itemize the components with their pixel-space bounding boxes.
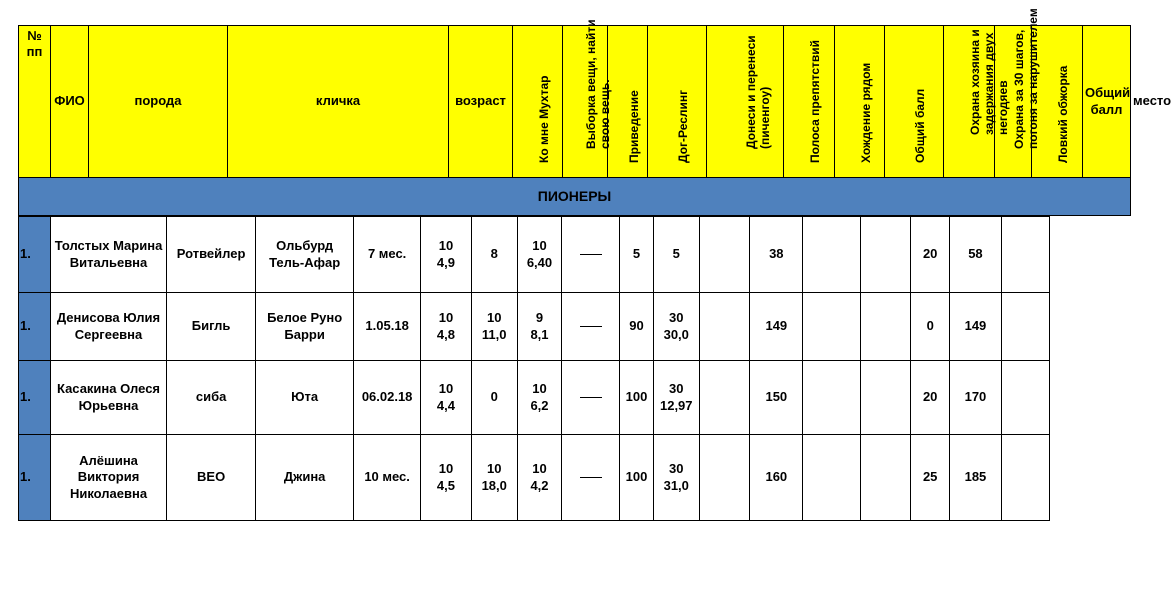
cell-fetch: 10 4,2 bbox=[517, 435, 561, 521]
cell-place bbox=[1001, 293, 1049, 361]
cell-num: 1. bbox=[19, 435, 51, 521]
table-row bbox=[19, 217, 1050, 293]
cell-total1: 150 bbox=[750, 361, 803, 435]
cell-place bbox=[1001, 435, 1049, 521]
header-num: № пп bbox=[19, 26, 51, 178]
cell-wrestling bbox=[562, 361, 620, 435]
cell-heel bbox=[699, 435, 749, 521]
header-guard: Охрана хозяина и задержания двух негодяев bbox=[944, 26, 995, 178]
cell-breed: сиба bbox=[166, 361, 256, 435]
cell-total2: 149 bbox=[950, 293, 1001, 361]
cell-place bbox=[1001, 361, 1049, 435]
cell-fetch: 9 8,1 bbox=[517, 293, 561, 361]
cell-come: 10 4,8 bbox=[421, 293, 471, 361]
cell-num: 1. bbox=[19, 293, 51, 361]
cell-num: 1. bbox=[19, 361, 51, 435]
header-guard30: Охрана за 30 шагов, погоня за нарушителем bbox=[995, 26, 1032, 178]
cell-fio: Денисова Юлия Сергеевна bbox=[51, 293, 167, 361]
results-table bbox=[18, 8, 1171, 216]
cell-total1: 160 bbox=[750, 435, 803, 521]
cell-agile: 25 bbox=[911, 435, 950, 521]
cell-guard bbox=[803, 361, 860, 435]
table-row bbox=[19, 361, 1050, 435]
cell-place bbox=[1001, 217, 1049, 293]
cell-come: 10 4,5 bbox=[421, 435, 471, 521]
cell-heel bbox=[699, 217, 749, 293]
table-row bbox=[19, 435, 1050, 521]
cell-fio: Толстых Марина Витальевна bbox=[51, 217, 167, 293]
header-fetch: Приведение bbox=[608, 26, 648, 178]
header-fio: ФИО bbox=[51, 26, 89, 178]
cell-come: 10 4,4 bbox=[421, 361, 471, 435]
cell-carry: 5 bbox=[620, 217, 653, 293]
cell-total1: 38 bbox=[750, 217, 803, 293]
cell-name: Юта bbox=[256, 361, 354, 435]
cell-age: 06.02.18 bbox=[353, 361, 420, 435]
cell-obstacle: 30 12,97 bbox=[653, 361, 699, 435]
header-wrestling: Дог-Реслинг bbox=[648, 26, 707, 178]
results-body bbox=[18, 216, 1050, 521]
section-row bbox=[19, 178, 1131, 216]
cell-carry: 100 bbox=[620, 361, 653, 435]
dash-mark bbox=[580, 397, 602, 398]
cell-age: 10 мес. bbox=[353, 435, 420, 521]
cell-heel bbox=[699, 293, 749, 361]
cell-num: 1. bbox=[19, 217, 51, 293]
header-heel: Хождение рядом bbox=[835, 26, 885, 178]
cell-breed: ВЕО bbox=[166, 435, 256, 521]
cell-total2: 170 bbox=[950, 361, 1001, 435]
cell-obstacle: 30 31,0 bbox=[653, 435, 699, 521]
cell-name: Джина bbox=[256, 435, 354, 521]
cell-agile: 20 bbox=[911, 217, 950, 293]
cell-select: 10 11,0 bbox=[471, 293, 517, 361]
header-breed: порода bbox=[89, 26, 228, 178]
cell-carry: 100 bbox=[620, 435, 653, 521]
header-come: Ко мне Мухтар bbox=[513, 26, 563, 178]
cell-fio: Касакина Олеся Юрьевна bbox=[51, 361, 167, 435]
section-title: ПИОНЕРЫ bbox=[19, 178, 1131, 216]
cell-total2: 58 bbox=[950, 217, 1001, 293]
cell-guard30 bbox=[860, 361, 910, 435]
results-table-container bbox=[18, 8, 1171, 519]
cell-total2: 185 bbox=[950, 435, 1001, 521]
header-obstacle: Полоса препятствий bbox=[784, 26, 835, 178]
cell-breed: Ротвейлер bbox=[166, 217, 256, 293]
header-age: возраст bbox=[449, 26, 513, 178]
cell-agile: 20 bbox=[911, 361, 950, 435]
cell-carry: 90 bbox=[620, 293, 653, 361]
cell-guard bbox=[803, 293, 860, 361]
cell-guard30 bbox=[860, 435, 910, 521]
header-total2: Общий балл bbox=[1083, 26, 1131, 178]
cell-breed: Бигль bbox=[166, 293, 256, 361]
cell-obstacle: 30 30,0 bbox=[653, 293, 699, 361]
cell-age: 7 мес. bbox=[353, 217, 420, 293]
cell-obstacle: 5 bbox=[653, 217, 699, 293]
cell-fetch: 10 6,2 bbox=[517, 361, 561, 435]
header-agile: Ловкий обжорка bbox=[1032, 26, 1083, 178]
cell-guard30 bbox=[860, 217, 910, 293]
cell-select: 10 18,0 bbox=[471, 435, 517, 521]
cell-age: 1.05.18 bbox=[353, 293, 420, 361]
header-row: № пп ФИО порода кличка возраст Ко мне Мухтар Выборка вещи, найти свою вещь. Приведение Дог-Реслинг Донеси и перенеси (пиченгоу) Полоса препятствий Хождение рядом Общий балл Охрана хозяина и задержания двух негодяев Охрана за 30 шагов, погоня за нарушителем Ловкий обжорка Общий балл место bbox=[19, 26, 1131, 178]
cell-come: 10 4,9 bbox=[421, 217, 471, 293]
cell-wrestling bbox=[562, 217, 620, 293]
cell-guard bbox=[803, 435, 860, 521]
header-select: Выборка вещи, найти свою вещь. bbox=[563, 26, 608, 178]
cell-wrestling bbox=[562, 435, 620, 521]
table-row bbox=[19, 293, 1050, 361]
dash-mark bbox=[580, 326, 602, 327]
cell-fio: Алёшина Виктория Николаевна bbox=[51, 435, 167, 521]
cell-total1: 149 bbox=[750, 293, 803, 361]
cell-name: Белое Руно Барри bbox=[256, 293, 354, 361]
header-carry: Донеси и перенеси (пиченгоу) bbox=[707, 26, 784, 178]
cell-select: 0 bbox=[471, 361, 517, 435]
header-name: кличка bbox=[228, 26, 449, 178]
dash-mark bbox=[580, 477, 602, 478]
dash-mark bbox=[580, 254, 602, 255]
cell-heel bbox=[699, 361, 749, 435]
cell-name: Ольбурд Тель-Афар bbox=[256, 217, 354, 293]
cell-agile: 0 bbox=[911, 293, 950, 361]
cell-guard30 bbox=[860, 293, 910, 361]
header-total1: Общий балл bbox=[885, 26, 944, 178]
cell-wrestling bbox=[562, 293, 620, 361]
cell-select: 8 bbox=[471, 217, 517, 293]
cell-guard bbox=[803, 217, 860, 293]
cell-fetch: 10 6,40 bbox=[517, 217, 561, 293]
